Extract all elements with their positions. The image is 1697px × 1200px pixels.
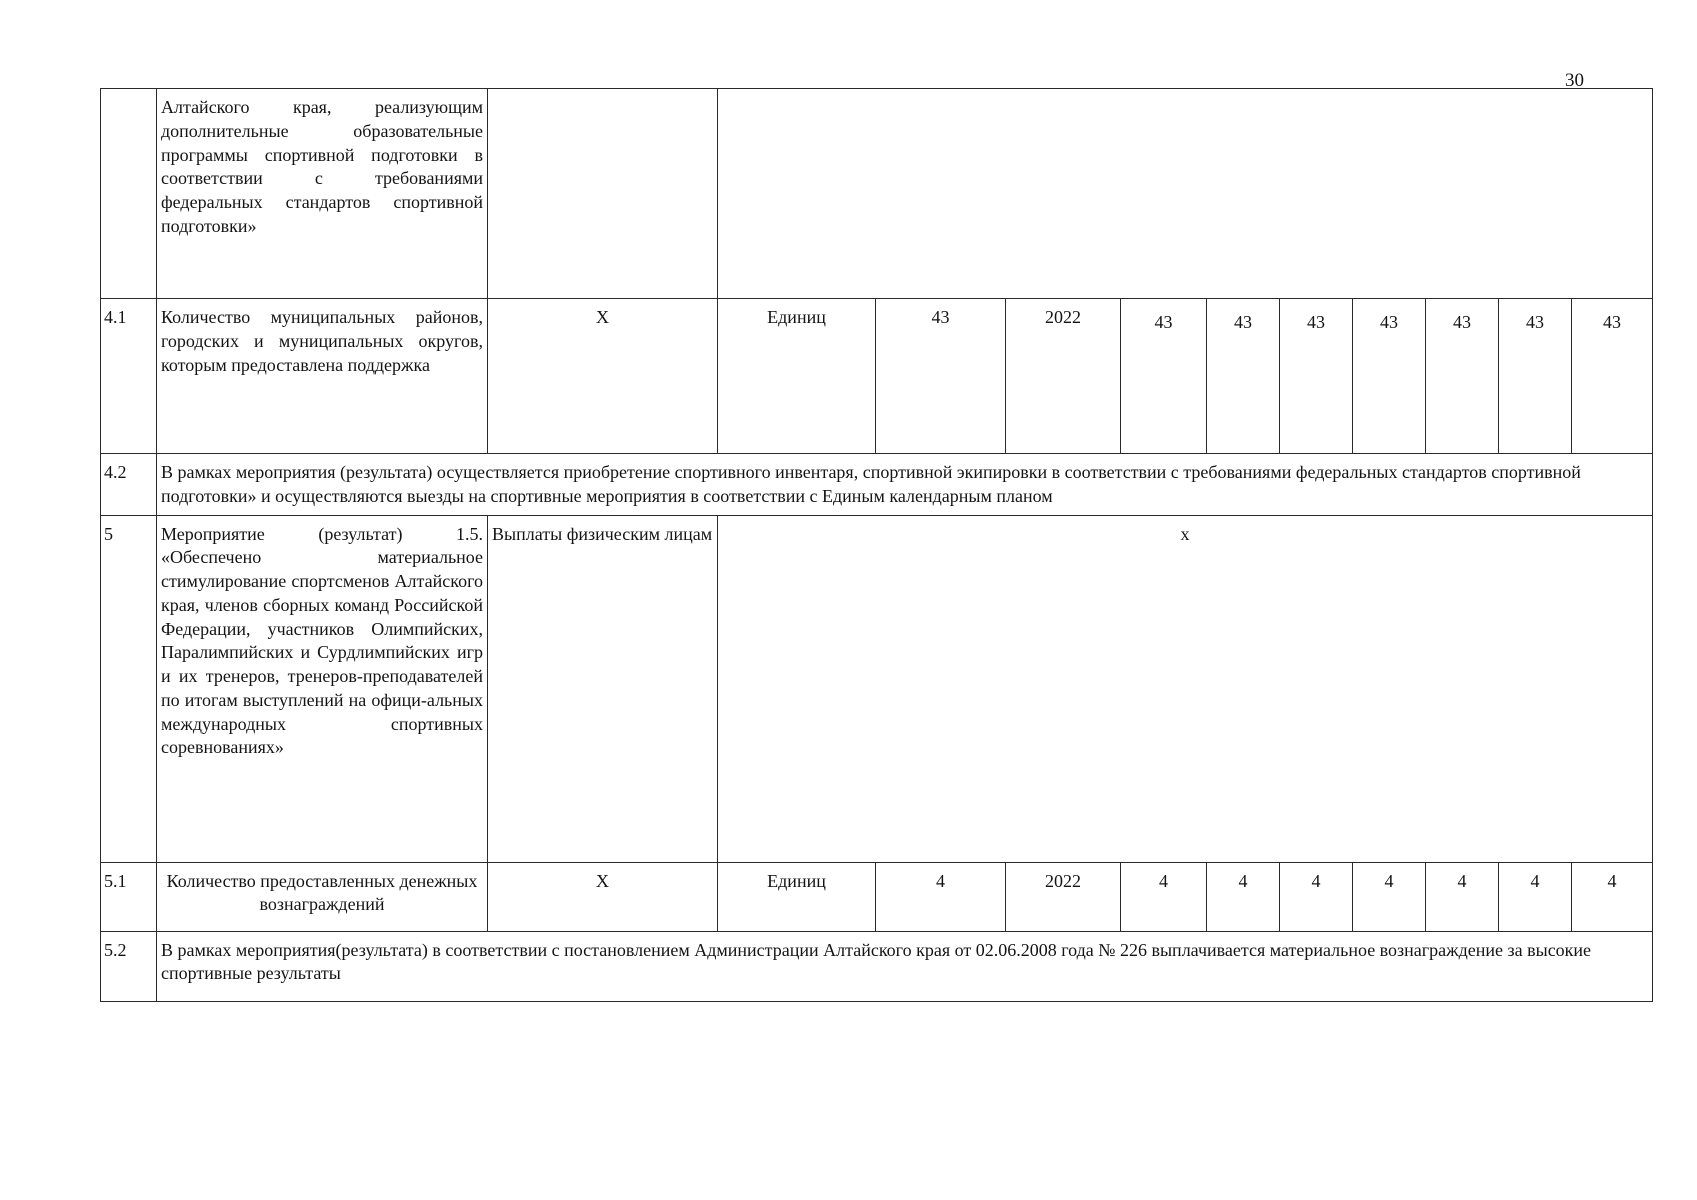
unit-cell: Единиц [718,862,876,931]
year-value-cell: 43 [1353,299,1426,454]
indicator-name-cell: Количество предоставленных денежных вознаграждений [157,862,488,931]
table-row-5 [101,515,1653,862]
year-value-cell: 4 [1353,862,1426,931]
row-number-cell [101,89,157,299]
indicator-values-cell [718,89,1653,299]
row-number-cell: 5 [101,515,157,862]
year-value-cell: 4 [1499,862,1572,931]
base-year-cell: 2022 [1006,299,1121,454]
unit-cell: Единиц [718,299,876,454]
base-value-cell: 43 [876,299,1006,454]
table-row-5-2 [101,931,1653,1001]
event-type-cell: Выплаты физическим лицам [488,515,718,862]
year-value-cell: 43 [1207,299,1280,454]
indicator-name-cell: Количество муниципальных районов, городских и муниципальных округов, которым предоставлена поддержка [157,299,488,454]
table-row-4-1 [101,299,1653,454]
base-year-cell: 2022 [1006,862,1121,931]
year-value-cell: 4 [1426,862,1499,931]
description-cell: В рамках мероприятия (результата) осуществляется приобретение спортивного инвентаря, спортивной экипировки в соответствии с требованиями федеральных стандартов спортивной подготовки» и осуществляются выезды на спортивные мероприятия в соответствии с Единым календарным планом [157,454,1653,516]
no-values-mark-cell: х [718,515,1653,862]
year-value-cell: 4 [1121,862,1207,931]
year-value-cell: 43 [1499,299,1572,454]
year-value-cell: 43 [1280,299,1353,454]
row-number-cell: 4.2 [101,454,157,516]
year-value-cell: 4 [1207,862,1280,931]
year-value-cell: 4 [1572,862,1653,931]
indicators-table [100,88,1653,1002]
page-number: 30 [1565,70,1584,91]
row-number-cell: 5.2 [101,931,157,1001]
row-number-cell: 4.1 [101,299,157,454]
year-value-cell: 43 [1426,299,1499,454]
table-row-5-1 [101,862,1653,931]
year-value-cell: 43 [1121,299,1207,454]
year-value-cell: 43 [1572,299,1653,454]
year-value-cell: 4 [1280,862,1353,931]
row-number-cell: 5.1 [101,862,157,931]
table-row-continued [101,89,1653,299]
base-value-cell: 4 [876,862,1006,931]
event-name-cell: Мероприятие (результат) 1.5. «Обеспечено материальное стимулирование спортсменов Алтайского края, членов сборных команд Российской Федерации, участников Олимпийских, Паралимпийских и Сурдлимпийских игр и их тренеров, тренеров-преподавателей по итогам выступлений на офици-альных международных спортивных соревнованиях» [157,515,488,862]
table-row-4-2 [101,454,1653,516]
event-type-cell [488,89,718,299]
event-type-cell: Х [488,862,718,931]
event-name-cell: Алтайского края, реализующим дополнительные образовательные программы спортивной подготовки в соответствии с требованиями федеральных стандартов спортивной подготовки» [157,89,488,299]
event-type-cell: Х [488,299,718,454]
description-cell: В рамках мероприятия(результата) в соответствии с постановлением Администрации Алтайского края от 02.06.2008 года № 226 выплачивается материальное вознаграждение за высокие спортивные результаты [157,931,1653,1001]
